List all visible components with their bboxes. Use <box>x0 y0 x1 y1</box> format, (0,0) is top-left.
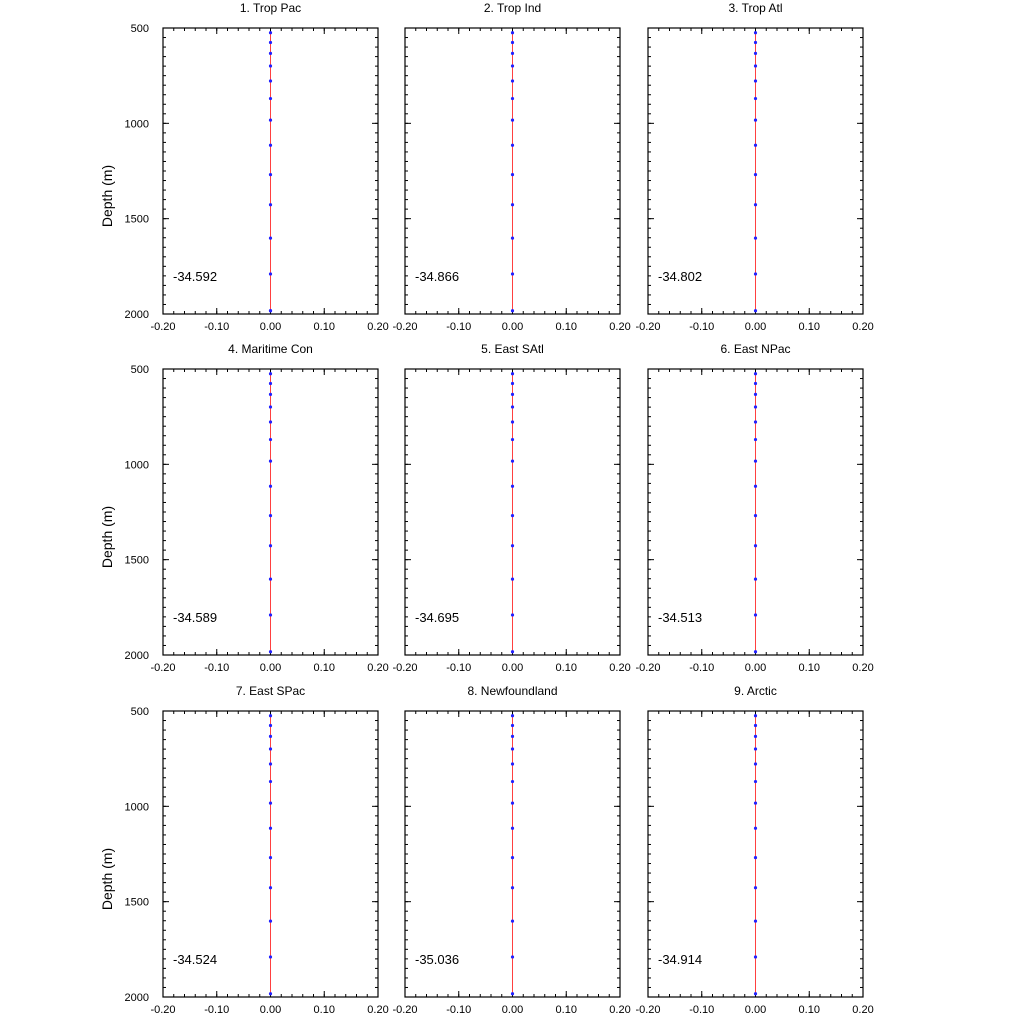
panel-4-annotation: -34.589 <box>173 609 218 625</box>
panel-1-point-2 <box>269 52 272 55</box>
panel-2-point-6 <box>511 118 514 121</box>
panel-3-point-1 <box>754 41 757 44</box>
panel-2-point-5 <box>511 97 514 100</box>
panel-7-ytick-label: 500 <box>130 706 149 718</box>
panel-1-xtick-label: 0.00 <box>259 321 282 333</box>
panel-4-ytick-label: 2000 <box>124 650 149 662</box>
panel-5-point-11 <box>511 613 514 616</box>
panel-4-point-8 <box>269 514 272 517</box>
panel-6-point-1 <box>754 382 757 385</box>
panel-2-point-12 <box>511 309 514 312</box>
panel-3-xtick-label: 0.10 <box>798 321 820 333</box>
panel-8-xtick-label: 0.10 <box>555 1004 577 1016</box>
panel-5-point-7 <box>511 485 514 488</box>
panel-3-title: 3. Trop Atl <box>728 1 783 15</box>
panel-6-point-6 <box>754 459 757 462</box>
panel-4-point-7 <box>269 485 272 488</box>
panel-4-title: 4. Maritime Con <box>228 342 313 356</box>
panel-5-point-0 <box>511 372 514 375</box>
panel-5-point-9 <box>511 544 514 547</box>
panel-4-point-11 <box>269 613 272 616</box>
panel-4-xtick-label: 0.00 <box>259 662 282 674</box>
panel-2-xtick-label: 0.20 <box>609 321 631 333</box>
panel-9-point-12 <box>754 992 757 995</box>
panel-7-xtick-label: -0.20 <box>150 1004 176 1016</box>
panel-4-point-10 <box>269 578 272 581</box>
panel-9-point-1 <box>754 724 757 727</box>
panel-7-point-0 <box>269 714 272 717</box>
panel-7-xtick-label: 0.20 <box>367 1004 389 1016</box>
panel-4-point-12 <box>269 650 272 653</box>
panel-8-point-8 <box>511 856 514 859</box>
panel-4-point-1 <box>269 382 272 385</box>
panel-9-point-7 <box>754 827 757 830</box>
panel-1-point-10 <box>269 237 272 240</box>
panel-7-point-6 <box>269 801 272 804</box>
panel-7-ytick-label: 1000 <box>124 801 149 814</box>
panel-8-title: 8. Newfoundland <box>467 684 558 698</box>
panel-1-xtick-label: 0.20 <box>367 321 389 333</box>
panel-5 <box>392 342 630 674</box>
panel-6-point-11 <box>754 613 757 616</box>
panel-1-point-1 <box>269 41 272 44</box>
panel-4-xtick-label: -0.20 <box>150 662 176 674</box>
panel-9-xtick-label: 0.20 <box>852 1004 874 1016</box>
panel-9-point-2 <box>754 735 757 738</box>
panel-7-point-8 <box>269 856 272 859</box>
panel-8 <box>392 684 630 1016</box>
panel-1-xtick-label: -0.20 <box>150 321 176 333</box>
panel-1-point-5 <box>269 97 272 100</box>
panel-4-point-2 <box>269 393 272 396</box>
panel-1-ytick-label: 500 <box>130 23 149 35</box>
panel-6-point-4 <box>754 420 757 423</box>
panel-3-point-10 <box>754 237 757 240</box>
panel-6-annotation: -34.513 <box>658 609 703 625</box>
panel-9-point-3 <box>754 747 757 750</box>
panel-2-point-8 <box>511 173 514 176</box>
panel-8-point-7 <box>511 827 514 830</box>
panel-4-ytick-label: 500 <box>130 364 149 376</box>
panel-1-point-9 <box>269 203 272 206</box>
panel-3-point-0 <box>754 31 757 34</box>
panel-1-ytick-label: 2000 <box>124 309 149 321</box>
panel-9-xtick-label: -0.20 <box>635 1004 661 1016</box>
panel-9-xtick-label: 0.00 <box>744 1004 767 1016</box>
panel-2-title: 2. Trop Ind <box>483 1 542 15</box>
panel-3 <box>635 1 873 333</box>
panel-5-point-4 <box>511 420 514 423</box>
panel-6-point-2 <box>754 393 757 396</box>
panel-7-point-4 <box>269 762 272 765</box>
panel-3-point-5 <box>754 97 757 100</box>
panel-2-xtick-label: 0.00 <box>501 321 524 333</box>
panel-5-xtick-label: -0.20 <box>392 662 418 674</box>
panel-7-point-2 <box>269 735 272 738</box>
panel-5-title: 5. East SAtl <box>481 342 544 356</box>
panel-1-xtick-label: -0.10 <box>204 321 230 333</box>
panel-7-xtick-label: -0.10 <box>204 1004 230 1016</box>
panel-5-point-2 <box>511 393 514 396</box>
panel-7-point-1 <box>269 724 272 727</box>
panel-5-point-8 <box>511 514 514 517</box>
panel-8-point-4 <box>511 762 514 765</box>
panel-1-point-7 <box>269 144 272 147</box>
panel-6-title: 6. East NPac <box>720 342 791 356</box>
panel-4-point-9 <box>269 544 272 547</box>
panel-6-point-5 <box>754 438 757 441</box>
panel-3-point-9 <box>754 203 757 206</box>
panel-7-ytick-label: 1500 <box>124 896 149 909</box>
panel-5-annotation: -34.695 <box>415 609 460 625</box>
panel-8-point-11 <box>511 955 514 958</box>
panel-4-point-5 <box>269 438 272 441</box>
panel-6-point-9 <box>754 544 757 547</box>
panel-6-xtick-label: -0.10 <box>689 662 715 674</box>
panel-6-point-10 <box>754 578 757 581</box>
panel-2-point-2 <box>511 52 514 55</box>
panel-3-annotation: -34.802 <box>658 268 703 284</box>
panel-9-point-0 <box>754 714 757 717</box>
panel-1-annotation: -34.592 <box>173 268 218 284</box>
panel-7-point-3 <box>269 747 272 750</box>
panel-8-xtick-label: 0.00 <box>501 1004 524 1016</box>
panel-4-xtick-label: -0.10 <box>204 662 230 674</box>
panel-9-point-9 <box>754 886 757 889</box>
panel-6 <box>635 342 873 674</box>
panel-1-point-3 <box>269 64 272 67</box>
panel-8-point-0 <box>511 714 514 717</box>
panel-8-xtick-label: -0.10 <box>446 1004 472 1016</box>
panel-4-ytick-label: 1000 <box>124 459 149 472</box>
panel-1-ytick-label: 1000 <box>124 118 149 131</box>
panel-2-xtick-label: -0.10 <box>446 321 472 333</box>
panel-4-xtick-label: 0.10 <box>313 662 335 674</box>
panel-7-ylabel: Depth (m) <box>99 847 115 911</box>
panel-1-point-4 <box>269 79 272 82</box>
panel-5-xtick-label: 0.20 <box>609 662 631 674</box>
panel-5-xtick-label: -0.10 <box>446 662 472 674</box>
panel-3-xtick-label: -0.20 <box>635 321 661 333</box>
panel-7-title: 7. East SPac <box>235 684 306 698</box>
panel-5-xtick-label: 0.10 <box>555 662 577 674</box>
panel-6-xtick-label: -0.20 <box>635 662 661 674</box>
panel-9-point-10 <box>754 920 757 923</box>
panel-5-xtick-label: 0.00 <box>501 662 524 674</box>
panel-1-title: 1. Trop Pac <box>239 1 302 15</box>
panel-4-ylabel: Depth (m) <box>99 505 115 569</box>
panel-3-point-6 <box>754 118 757 121</box>
panel-8-point-1 <box>511 724 514 727</box>
panel-7-xtick-label: 0.00 <box>259 1004 282 1016</box>
panel-6-point-3 <box>754 405 757 408</box>
panel-4-ytick-label: 1500 <box>124 554 149 567</box>
panel-9-point-4 <box>754 762 757 765</box>
panel-6-xtick-label: 0.20 <box>852 662 874 674</box>
panel-8-xtick-label: 0.20 <box>609 1004 631 1016</box>
panel-5-point-6 <box>511 459 514 462</box>
panel-2-point-3 <box>511 64 514 67</box>
panel-3-xtick-label: 0.00 <box>744 321 767 333</box>
panel-4-point-4 <box>269 420 272 423</box>
panel-6-point-8 <box>754 514 757 517</box>
panel-7-point-12 <box>269 992 272 995</box>
panel-8-xtick-label: -0.20 <box>392 1004 418 1016</box>
panel-7-point-9 <box>269 886 272 889</box>
panel-3-point-2 <box>754 52 757 55</box>
panel-1-point-6 <box>269 118 272 121</box>
panel-8-point-6 <box>511 801 514 804</box>
panel-2-xtick-label: 0.10 <box>555 321 577 333</box>
panel-8-point-2 <box>511 735 514 738</box>
panel-3-point-8 <box>754 173 757 176</box>
panel-2-point-10 <box>511 237 514 240</box>
panel-7-point-11 <box>269 955 272 958</box>
panel-1-point-13 <box>269 309 272 312</box>
panel-5-point-10 <box>511 578 514 581</box>
panel-6-xtick-label: 0.10 <box>798 662 820 674</box>
panel-7-ytick-label: 2000 <box>124 992 149 1004</box>
panel-9-xtick-label: 0.10 <box>798 1004 820 1016</box>
panel-7-point-5 <box>269 780 272 783</box>
panel-5-point-3 <box>511 405 514 408</box>
panel-9-xtick-label: -0.10 <box>689 1004 715 1016</box>
panel-4-point-3 <box>269 405 272 408</box>
panel-8-point-12 <box>511 992 514 995</box>
panel-2-xtick-label: -0.20 <box>392 321 418 333</box>
panel-6-point-7 <box>754 485 757 488</box>
panel-3-point-4 <box>754 79 757 82</box>
panel-9-point-6 <box>754 801 757 804</box>
panel-2 <box>392 1 630 333</box>
panel-2-point-11 <box>511 272 514 275</box>
panel-4-xtick-label: 0.20 <box>367 662 389 674</box>
panel-3-point-7 <box>754 144 757 147</box>
panel-5-point-1 <box>511 382 514 385</box>
panel-9-point-5 <box>754 780 757 783</box>
panel-9 <box>635 684 873 1016</box>
panel-4 <box>99 342 389 674</box>
panel-2-point-9 <box>511 203 514 206</box>
panel-1-point-11 <box>269 272 272 275</box>
panel-6-xtick-label: 0.00 <box>744 662 767 674</box>
panel-7 <box>99 684 389 1016</box>
panel-7-point-7 <box>269 827 272 830</box>
panel-6-point-12 <box>754 650 757 653</box>
panel-9-point-8 <box>754 856 757 859</box>
panel-5-point-5 <box>511 438 514 441</box>
panel-5-point-12 <box>511 650 514 653</box>
panel-3-point-3 <box>754 64 757 67</box>
panel-1-ytick-label: 1500 <box>124 213 149 226</box>
panel-2-point-1 <box>511 41 514 44</box>
panel-8-point-10 <box>511 920 514 923</box>
panel-9-point-11 <box>754 955 757 958</box>
panel-8-annotation: -35.036 <box>415 951 460 967</box>
panel-7-xtick-label: 0.10 <box>313 1004 335 1016</box>
panel-4-point-0 <box>269 372 272 375</box>
panel-1 <box>99 1 389 333</box>
panel-2-point-4 <box>511 79 514 82</box>
panel-3-xtick-label: 0.20 <box>852 321 874 333</box>
panel-1-point-0 <box>269 31 272 34</box>
panel-3-xtick-label: -0.10 <box>689 321 715 333</box>
panel-2-point-7 <box>511 144 514 147</box>
panel-8-point-9 <box>511 886 514 889</box>
panel-9-annotation: -34.914 <box>658 951 703 967</box>
panel-6-point-0 <box>754 372 757 375</box>
panel-7-annotation: -34.524 <box>173 951 218 967</box>
panel-3-point-11 <box>754 272 757 275</box>
panel-2-annotation: -34.866 <box>415 268 460 284</box>
panel-3-point-12 <box>754 309 757 312</box>
panel-1-ylabel: Depth (m) <box>99 164 115 228</box>
panel-7-point-10 <box>269 920 272 923</box>
panel-8-point-5 <box>511 780 514 783</box>
panel-4-point-6 <box>269 459 272 462</box>
panel-9-title: 9. Arctic <box>734 684 777 698</box>
panel-8-point-3 <box>511 747 514 750</box>
panel-1-xtick-label: 0.10 <box>313 321 335 333</box>
panel-1-point-8 <box>269 173 272 176</box>
panel-2-point-0 <box>511 31 514 34</box>
